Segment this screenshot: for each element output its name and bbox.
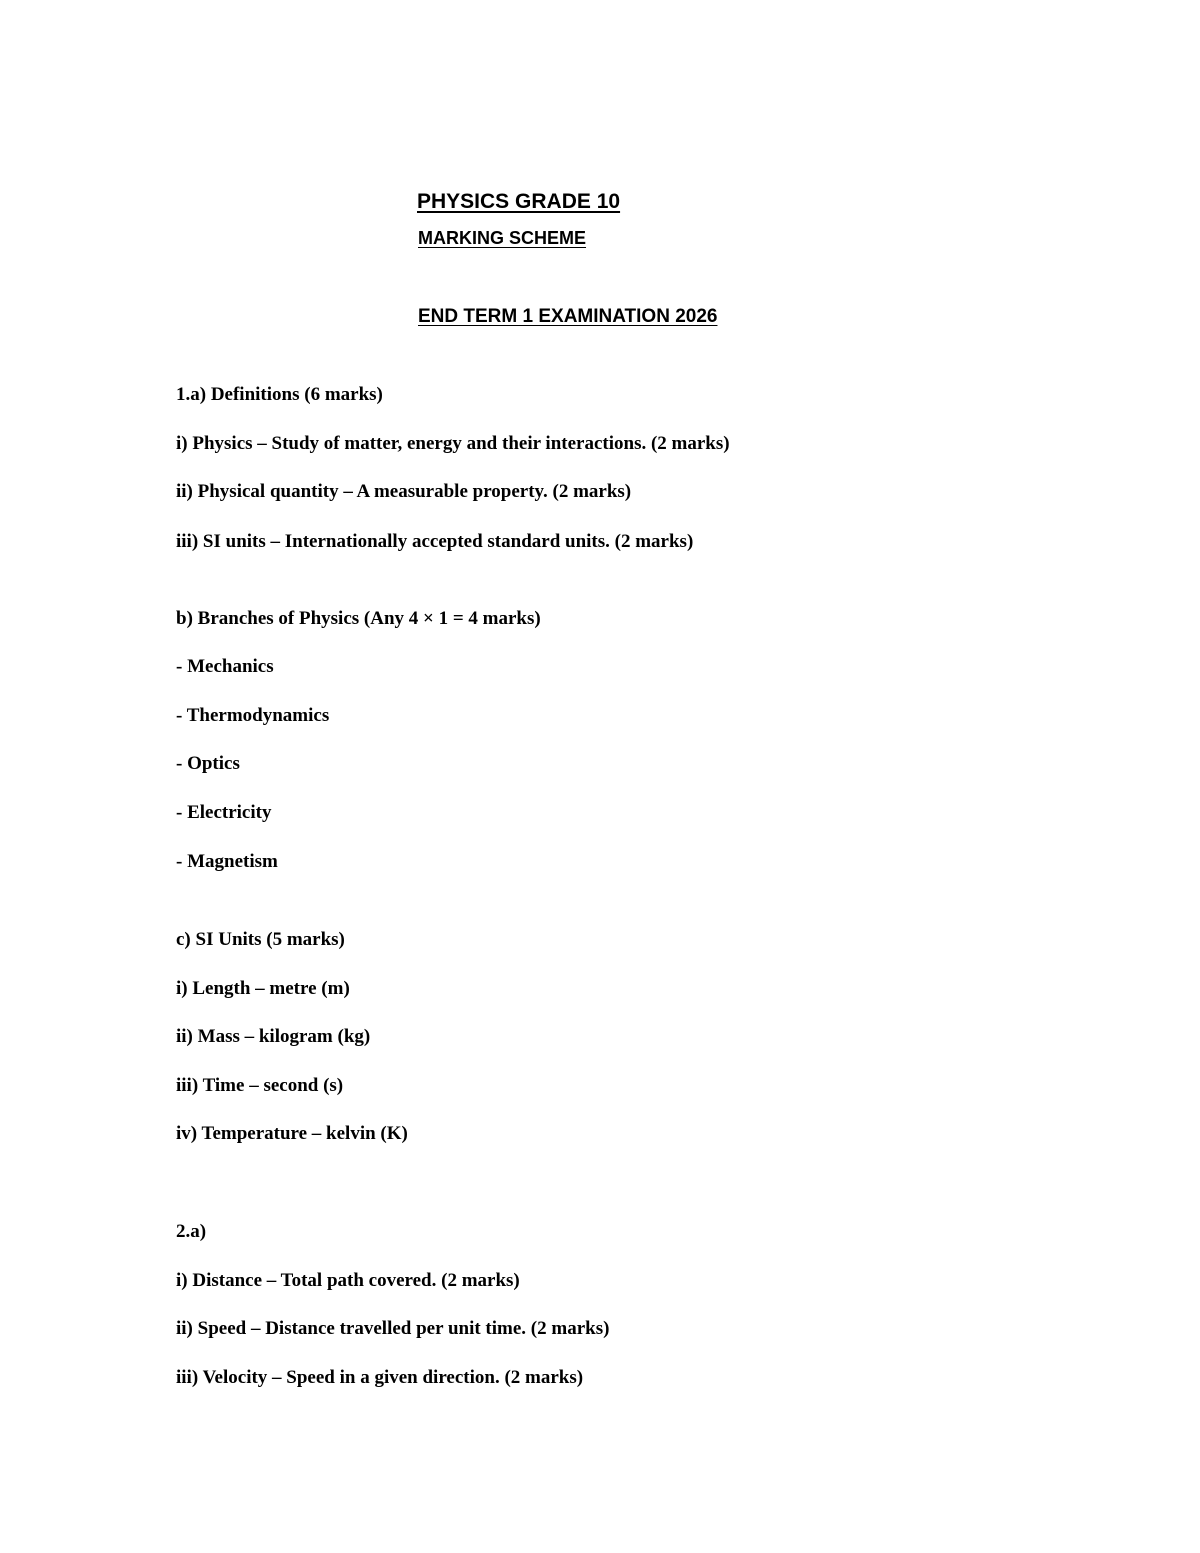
answer-line: - Thermodynamics [176,705,330,726]
answer-line: - Mechanics [176,656,274,677]
subject-title: PHYSICS GRADE 10 [417,190,621,213]
answer-line: ii) Physical quantity – A measurable property. (2 marks) [176,481,632,502]
answer-line: iii) Velocity – Speed in a given direction. (2 marks) [176,1367,584,1388]
answer-line: i) Length – metre (m) [176,978,350,999]
answer-line: i) Distance – Total path covered. (2 marks) [176,1270,520,1291]
answer-line: ii) Mass – kilogram (kg) [176,1026,371,1047]
question-1c-heading: c) SI Units (5 marks) [176,929,345,950]
answer-line: iii) Time – second (s) [176,1075,344,1096]
answer-line: ii) Speed – Distance travelled per unit time. (2 marks) [176,1318,610,1339]
answer-line: - Optics [176,753,240,774]
document-type-title: MARKING SCHEME [418,228,587,248]
question-1a-heading: 1.a) Definitions (6 marks) [176,384,383,405]
answer-line: - Magnetism [176,851,278,872]
question-2a-heading: 2.a) [176,1221,207,1242]
question-1b-heading: b) Branches of Physics (Any 4 × 1 = 4 marks) [176,608,541,629]
answer-line: - Electricity [176,802,272,823]
answer-line: iii) SI units – Internationally accepted standard units. (2 marks) [176,531,694,552]
answer-line: i) Physics – Study of matter, energy and their interactions. (2 marks) [176,433,730,454]
answer-line: iv) Temperature – kelvin (K) [176,1123,408,1144]
exam-title: END TERM 1 EXAMINATION 2026 [418,306,718,327]
